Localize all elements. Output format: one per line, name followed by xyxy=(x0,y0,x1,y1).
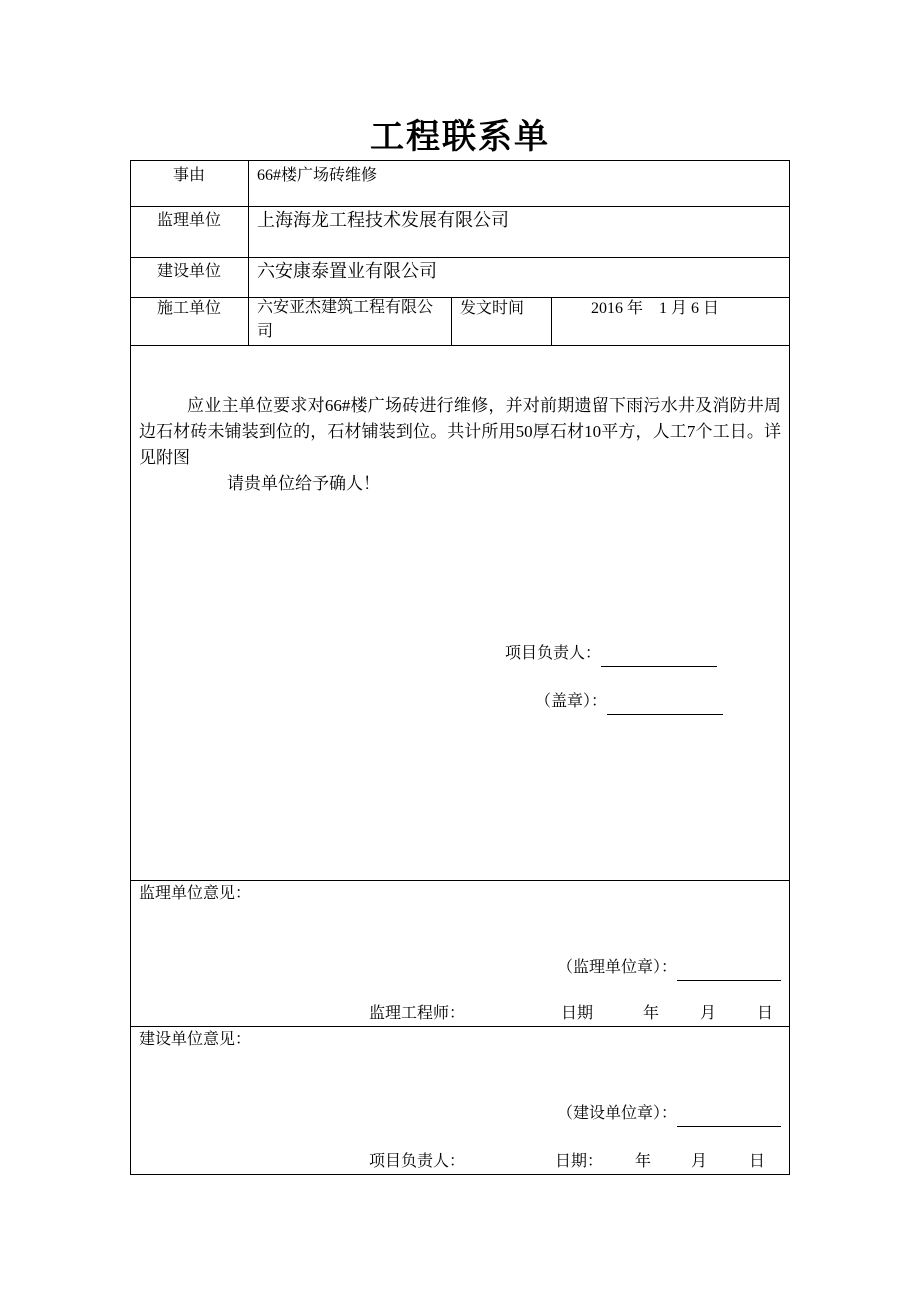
row-divider xyxy=(131,345,789,346)
supervision-engineer-label: 监理工程师： xyxy=(369,1005,466,1022)
owner-unit-label: 建设单位 xyxy=(156,263,221,280)
owner-seal-text: （建设单位章）： xyxy=(557,1105,678,1122)
supervision-seal-text: （监理单位章）： xyxy=(557,959,678,976)
project-leader-label xyxy=(505,641,717,667)
owner-seal-label xyxy=(557,1101,781,1127)
column-divider xyxy=(248,161,249,345)
seal-text: （盖章）： xyxy=(535,693,608,710)
owner-opinion-heading: 建设单位意见： xyxy=(139,1031,252,1048)
contractor-value-line2: 司 xyxy=(257,323,274,340)
owner-day-label: 日 xyxy=(749,1153,766,1170)
supervision-day-label: 日 xyxy=(757,1005,774,1022)
contractor-value-line1: 六安亚杰建筑工程有限公 xyxy=(257,299,434,316)
seal-signature-line xyxy=(607,696,723,715)
content-request: 请贵单位给予确人！ xyxy=(227,474,380,493)
owner-leader-label: 项目负责人： xyxy=(369,1153,466,1170)
owner-month-label: 月 xyxy=(691,1153,708,1170)
supervision-unit-label: 监理单位 xyxy=(156,212,221,229)
document-title: 工程联系单 xyxy=(370,117,550,157)
owner-year-label: 年 xyxy=(635,1153,652,1170)
supervision-opinion-heading: 监理单位意见： xyxy=(139,885,252,902)
supervision-year-label: 年 xyxy=(643,1005,660,1022)
supervision-seal-line xyxy=(677,962,781,981)
column-divider xyxy=(451,297,452,345)
owner-unit-value: 六安康泰置业有限公司 xyxy=(257,261,437,281)
content-paragraph: 应业主单位要求对66#楼广场砖进行维修，并对前期遗留下雨污水井及消防井周边石材砖未铺装到位的，石材铺装到位。共计所用50厚石材10平方，人工7个工日。详见附图 xyxy=(139,396,781,467)
matter-label: 事由 xyxy=(172,167,205,184)
project-leader-text: 项目负责人： xyxy=(505,645,602,662)
supervision-month-label: 月 xyxy=(700,1005,717,1022)
column-divider xyxy=(551,297,552,345)
supervision-seal-label xyxy=(557,955,781,981)
owner-seal-line xyxy=(677,1108,781,1127)
matter-value: 66#楼广场砖维修 xyxy=(257,167,378,184)
issue-time-label: 发文时间 xyxy=(460,300,525,317)
supervision-date-label: 日期 xyxy=(561,1005,594,1022)
owner-date-label: 日期： xyxy=(555,1153,604,1170)
row-divider xyxy=(131,257,789,258)
contact-form-table xyxy=(130,160,790,1175)
seal-label xyxy=(535,689,723,715)
issue-date-value: 2016 年 1 月 6 日 xyxy=(591,300,720,317)
project-leader-signature-line xyxy=(601,648,717,667)
supervision-unit-value: 上海海龙工程技术发展有限公司 xyxy=(257,210,509,230)
content-body xyxy=(139,393,781,497)
contractor-label: 施工单位 xyxy=(156,300,221,317)
